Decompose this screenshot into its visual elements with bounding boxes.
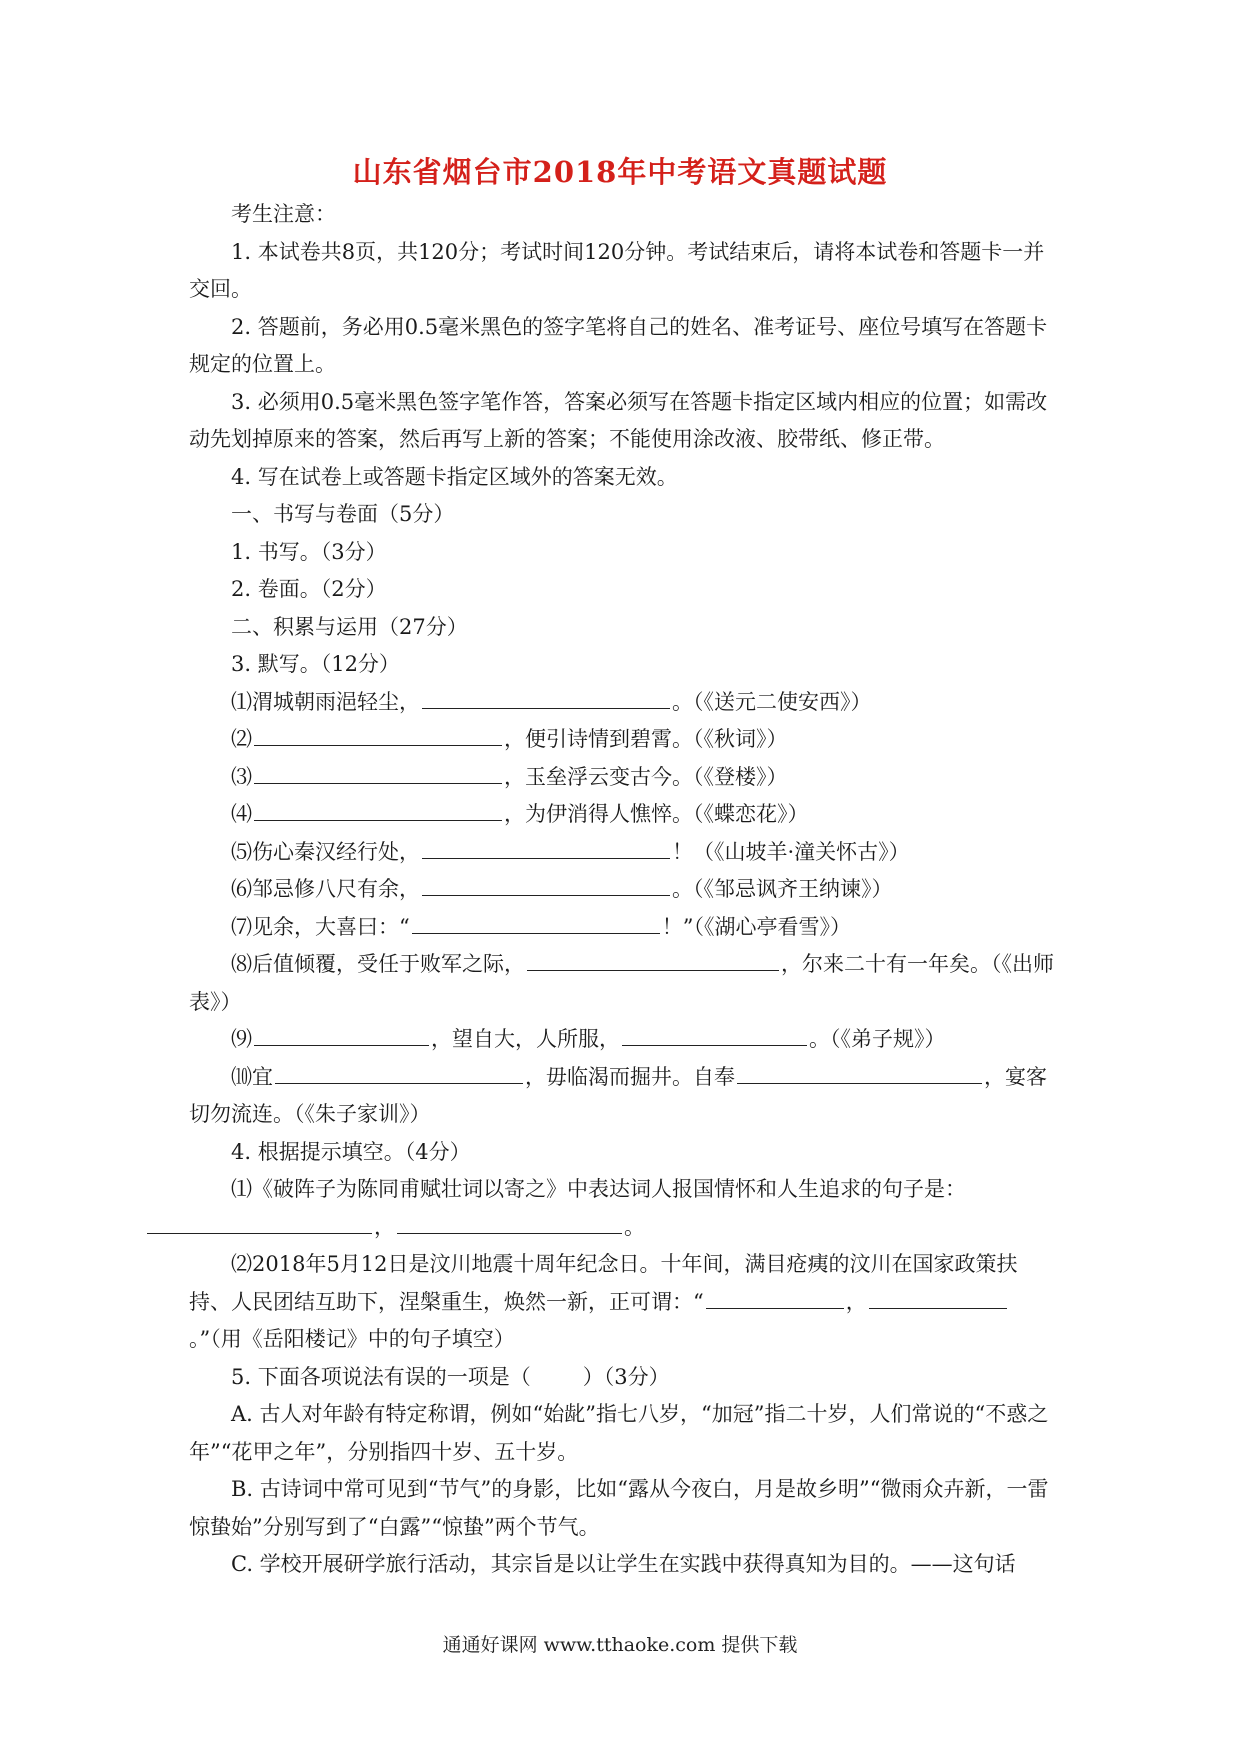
recite-line-7 — [189, 909, 1059, 947]
heading-text: 5. 下面各项说法有误的一项是（ — [231, 1364, 531, 1389]
recite-line-8 — [189, 946, 1059, 1021]
line-source: 。（《邹忌讽齐王纳谏》） — [672, 877, 893, 901]
notice-item-1: 1. 本试卷共8页，共120分；考试时间120分钟。考试结束后，请将本试卷和答题卡一并交回。 — [189, 239, 1045, 301]
recite-line-9 — [189, 1021, 1059, 1059]
answer-blank[interactable] — [147, 1211, 372, 1234]
line-source: ！”（《湖心亭看雪》） — [661, 914, 851, 939]
recite-line-4 — [189, 796, 1059, 834]
line-source: ！（《山坡羊·潼关怀古》） — [672, 839, 910, 864]
answer-blank[interactable] — [254, 798, 502, 821]
separator: ， — [374, 1214, 395, 1239]
answer-blank[interactable] — [254, 723, 502, 746]
question-4-heading: 4. 根据提示填空。（4分） — [231, 1139, 471, 1164]
line-text: ，毋临渴而掘井。自奉 — [525, 1064, 735, 1089]
recite-line-2 — [189, 721, 1059, 759]
notice-item-3: 3. 必须用0.5毫米黑色签字笔作答，答案必须写在答题卡指定区域内相应的位置；如需改动先划掉原来的答案，然后再写上新的答案；不能使用涂改液、胶带纸、修正带。 — [189, 389, 1048, 451]
option-b: B. 古诗词中常可见到“节气”的身影，比如“露从今夜白，月是故乡明”“微雨众卉新，一雷惊蛰始”分别写到了“白露”“惊蛰”两个节气。 — [189, 1477, 1049, 1539]
notice-item-4: 4. 写在试卷上或答题卡指定区域外的答案无效。 — [231, 464, 678, 489]
recite-line-3 — [189, 759, 1059, 797]
line-source: ，宴客切勿流连。（《朱子家训》） — [189, 1064, 1047, 1126]
recite-line-6 — [189, 871, 1059, 909]
recite-line-5 — [189, 834, 1059, 872]
option-c: C. 学校开展研学旅行活动，其宗旨是以让学生在实践中获得真知为目的。——这句话 — [231, 1552, 1016, 1576]
line-text: ⑼ — [231, 1027, 252, 1051]
line-text: ，望自大，人所服， — [431, 1027, 620, 1051]
heading-text: ）（3分） — [582, 1364, 670, 1389]
line-text: ⑻后值倾覆，受任于败军之际， — [231, 952, 525, 976]
question-5-heading — [189, 1359, 1059, 1397]
answer-blank[interactable] — [422, 686, 670, 709]
question-4-part-1 — [189, 1171, 1059, 1246]
question-4-part-2 — [189, 1246, 1059, 1359]
line-source: ，玉垒浮云变古今。（《登楼》） — [504, 764, 788, 789]
footer-credit: 通通好课网 www.tthaoke.com 提供下载 — [442, 1634, 798, 1656]
line-text: ⑷ — [231, 802, 252, 826]
answer-blank[interactable] — [422, 836, 670, 859]
answer-blank[interactable] — [706, 1286, 844, 1309]
line-source: 。（《弟子规》） — [809, 1027, 946, 1051]
separator: ， — [845, 1289, 867, 1314]
prompt-text: ⑵2018年5月12日是汶川地震十周年纪念日。十年间，满目疮痍的汶川在国家政策扶持、人民团结互助下，涅槃重生，焕然一新，正可谓：“ — [189, 1252, 1018, 1314]
line-source: 。（《送元二使安西》） — [672, 689, 872, 714]
answer-blank[interactable] — [275, 1061, 523, 1084]
answer-blank[interactable] — [254, 1023, 429, 1046]
line-source: ，尔来二十有一年矣。（《出师表》） — [189, 952, 1054, 1014]
notice-item-2: 2. 答题前，务必用0.5毫米黑色的签字笔将自己的姓名、准考证号、座位号填写在答题卡规定的位置上。 — [189, 314, 1048, 376]
line-text: ⑸伤心秦汉经行处， — [231, 839, 420, 864]
notice-heading: 考生注意： — [231, 202, 336, 226]
section1-heading: 一、书写与卷面（5分） — [231, 502, 455, 526]
line-source: ，便引诗情到碧霄。（《秋词》） — [504, 727, 788, 751]
end-mark: 。 — [624, 1214, 645, 1239]
answer-blank[interactable] — [737, 1061, 982, 1084]
section2-heading: 二、积累与运用（27分） — [231, 614, 468, 639]
answer-blank[interactable] — [527, 948, 779, 971]
question-2: 2. 卷面。（2分） — [231, 577, 387, 601]
question-1: 1. 书写。（3分） — [231, 539, 387, 564]
answer-blank[interactable] — [397, 1211, 622, 1234]
end-mark: 。”（用《岳阳楼记》中的句子填空） — [189, 1327, 515, 1351]
line-text: ⑵ — [231, 727, 252, 751]
line-source: ，为伊消得人憔悴。（《蝶恋花》） — [504, 802, 809, 826]
line-text: ⑴渭城朝雨浥轻尘， — [231, 689, 420, 714]
answer-blank[interactable] — [869, 1286, 1007, 1309]
line-text: ⑶ — [231, 764, 252, 789]
question-3-heading: 3. 默写。（12分） — [231, 652, 400, 676]
page-title: 山东省烟台市2018年中考语文真题试题 — [352, 155, 888, 189]
recite-line-10 — [189, 1059, 1059, 1134]
line-text: ⑺见余，大喜曰：“ — [231, 914, 410, 939]
document-body — [189, 196, 1059, 1584]
prompt-text: ⑴《破阵子为陈同甫赋壮词以寄之》中表达词人报国情怀和人生追求的句子是： — [231, 1177, 966, 1201]
answer-blank[interactable] — [622, 1023, 807, 1046]
line-text: ⑽宜 — [231, 1064, 273, 1089]
option-a: A. 古人对年龄有特定称谓，例如“始龀”指七八岁，“加冠”指二十岁，人们常说的“不惑之年”“花甲之年”，分别指四十岁、五十岁。 — [189, 1402, 1049, 1464]
answer-blank[interactable] — [412, 911, 660, 934]
answer-blank[interactable] — [254, 761, 502, 784]
line-text: ⑹邹忌修八尺有余， — [231, 877, 420, 901]
answer-blank[interactable] — [422, 873, 670, 896]
recite-line-1 — [189, 684, 1059, 722]
